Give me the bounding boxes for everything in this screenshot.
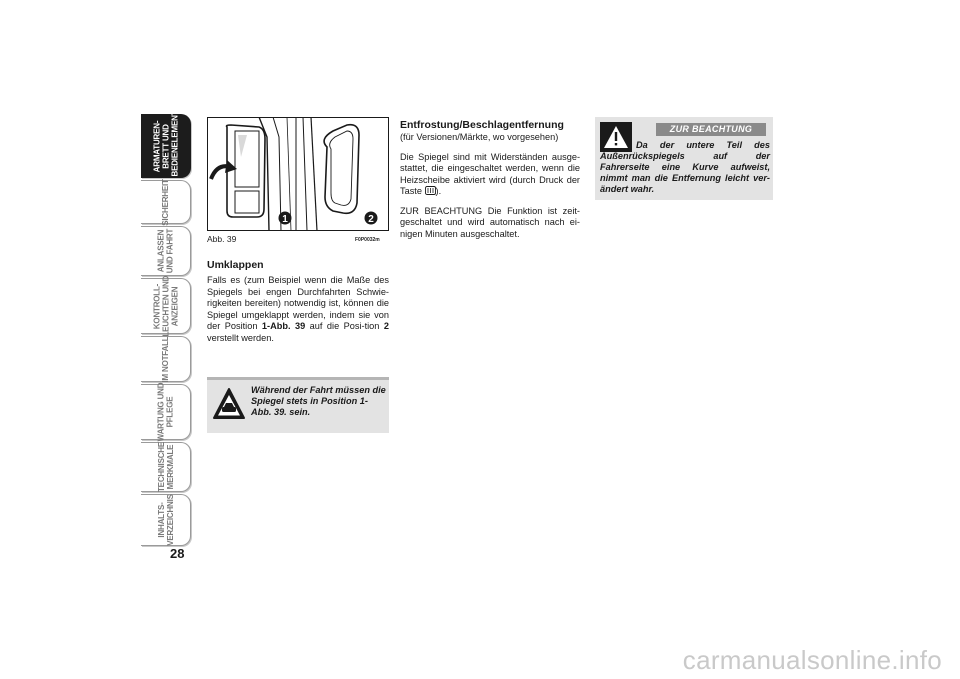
tab-label-line: WARTUNG UND bbox=[156, 382, 166, 442]
tab-anlassen[interactable] bbox=[141, 226, 191, 276]
tab-label-line: IM NOTFALL bbox=[161, 336, 170, 382]
text-span: Die Spiegel sind mit Widerständen ausge-stattet, die eingeschaltet werden, wenn die Heizscheibe aktiviert wird (durch Druck der Taste bbox=[400, 151, 580, 196]
umklappen-heading: Umklappen bbox=[207, 259, 264, 271]
text-span: auf die Posi-tion bbox=[305, 321, 384, 331]
drive-warning-box bbox=[207, 377, 389, 433]
tab-label-line: ANZEIGEN bbox=[170, 286, 179, 326]
tab-label-line: MERKMALE bbox=[165, 444, 175, 490]
figure-reference: 1-Abb. 39 bbox=[261, 321, 306, 331]
marker-2-label: 2 bbox=[368, 214, 374, 225]
watermark: carmanualsonline.info bbox=[682, 645, 942, 675]
tab-armaturenbrett[interactable] bbox=[141, 105, 191, 178]
tab-kontrollleuchten[interactable] bbox=[141, 275, 191, 336]
tab-inhaltsverzeichnis[interactable] bbox=[141, 494, 191, 546]
tab-label-line: PFLEGE bbox=[165, 396, 175, 428]
tab-im-notfall[interactable] bbox=[141, 336, 191, 382]
text-span: ). bbox=[435, 186, 442, 196]
note-warning-text bbox=[600, 140, 770, 195]
tab-label-line: BRETT UND bbox=[161, 123, 170, 169]
position-reference: 2 bbox=[383, 321, 389, 331]
entfrostung-paragraph-2: ZUR BEACHTUNG Die Funktion ist zeit-geschaltet und wird automatisch nach ei-nigen Minuten ausgeschaltet. bbox=[400, 205, 580, 239]
entfrostung-subheading: (für Versionen/Märkte, wo vorgesehen) bbox=[400, 132, 559, 142]
tab-label-line: VERZEICHNIS bbox=[165, 494, 175, 546]
drive-warning-text: Während der Fahrt müssen die Spiegel stets in Position 1-Abb. 39. sein. bbox=[251, 385, 386, 417]
figure-caption: Abb. 39 bbox=[207, 234, 237, 244]
tab-sicherheit[interactable] bbox=[141, 180, 191, 224]
text-span: Falls es (zum Beispiel wenn die Maße des Spiegels bei engen Durchfahrten Schwie-rigkeiten bereiten) notwendig ist, können die Spiegel umgeklappt werden, indem sie von der Position bbox=[207, 275, 389, 331]
tab-wartung[interactable] bbox=[141, 384, 191, 440]
tab-label-line: ARMATUREN- bbox=[152, 120, 161, 172]
tab-label-line: BEDIENELEMENTE bbox=[170, 105, 179, 176]
entfrostung-section bbox=[400, 119, 580, 248]
note-warning-box bbox=[595, 117, 773, 200]
mirror-illustration bbox=[207, 117, 389, 231]
tab-label-line: LEUCHTEN UND bbox=[161, 275, 170, 336]
tab-label-line: INHALTS- bbox=[156, 502, 166, 538]
car-warning-icon bbox=[212, 387, 246, 421]
note-badge: ZUR BEACHTUNG bbox=[656, 123, 766, 136]
entfrostung-heading: Entfrostung/Beschlagentfernung bbox=[400, 119, 564, 131]
tab-technische-merkmale[interactable] bbox=[141, 442, 191, 492]
text-span: Da der untere Teil des Außenrückspiegels auf der Fahrerseite eine Kurve aufweist, nimmt man die Entfernung leicht ver-ändert wahr. bbox=[600, 140, 770, 194]
text-span: verstellt werden. bbox=[207, 332, 274, 343]
umklappen-section bbox=[207, 259, 389, 344]
marker-1-label: 1 bbox=[282, 214, 288, 225]
tab-label-line: ANLASSEN bbox=[156, 229, 166, 273]
umklappen-paragraph bbox=[207, 275, 389, 344]
tab-label-line: UND FAHRT bbox=[165, 228, 175, 274]
tab-label-line: SICHERHEIT bbox=[161, 178, 170, 226]
tab-label-line: KONTROLL- bbox=[152, 283, 161, 329]
rear-defrost-icon bbox=[425, 186, 436, 195]
entfrostung-paragraph-1 bbox=[400, 152, 580, 198]
warning-stripe bbox=[207, 377, 389, 380]
figure-code: F0P0032m bbox=[355, 237, 380, 243]
page-number: 28 bbox=[170, 546, 185, 561]
tab-label-line: TECHNISCHE bbox=[156, 441, 166, 493]
